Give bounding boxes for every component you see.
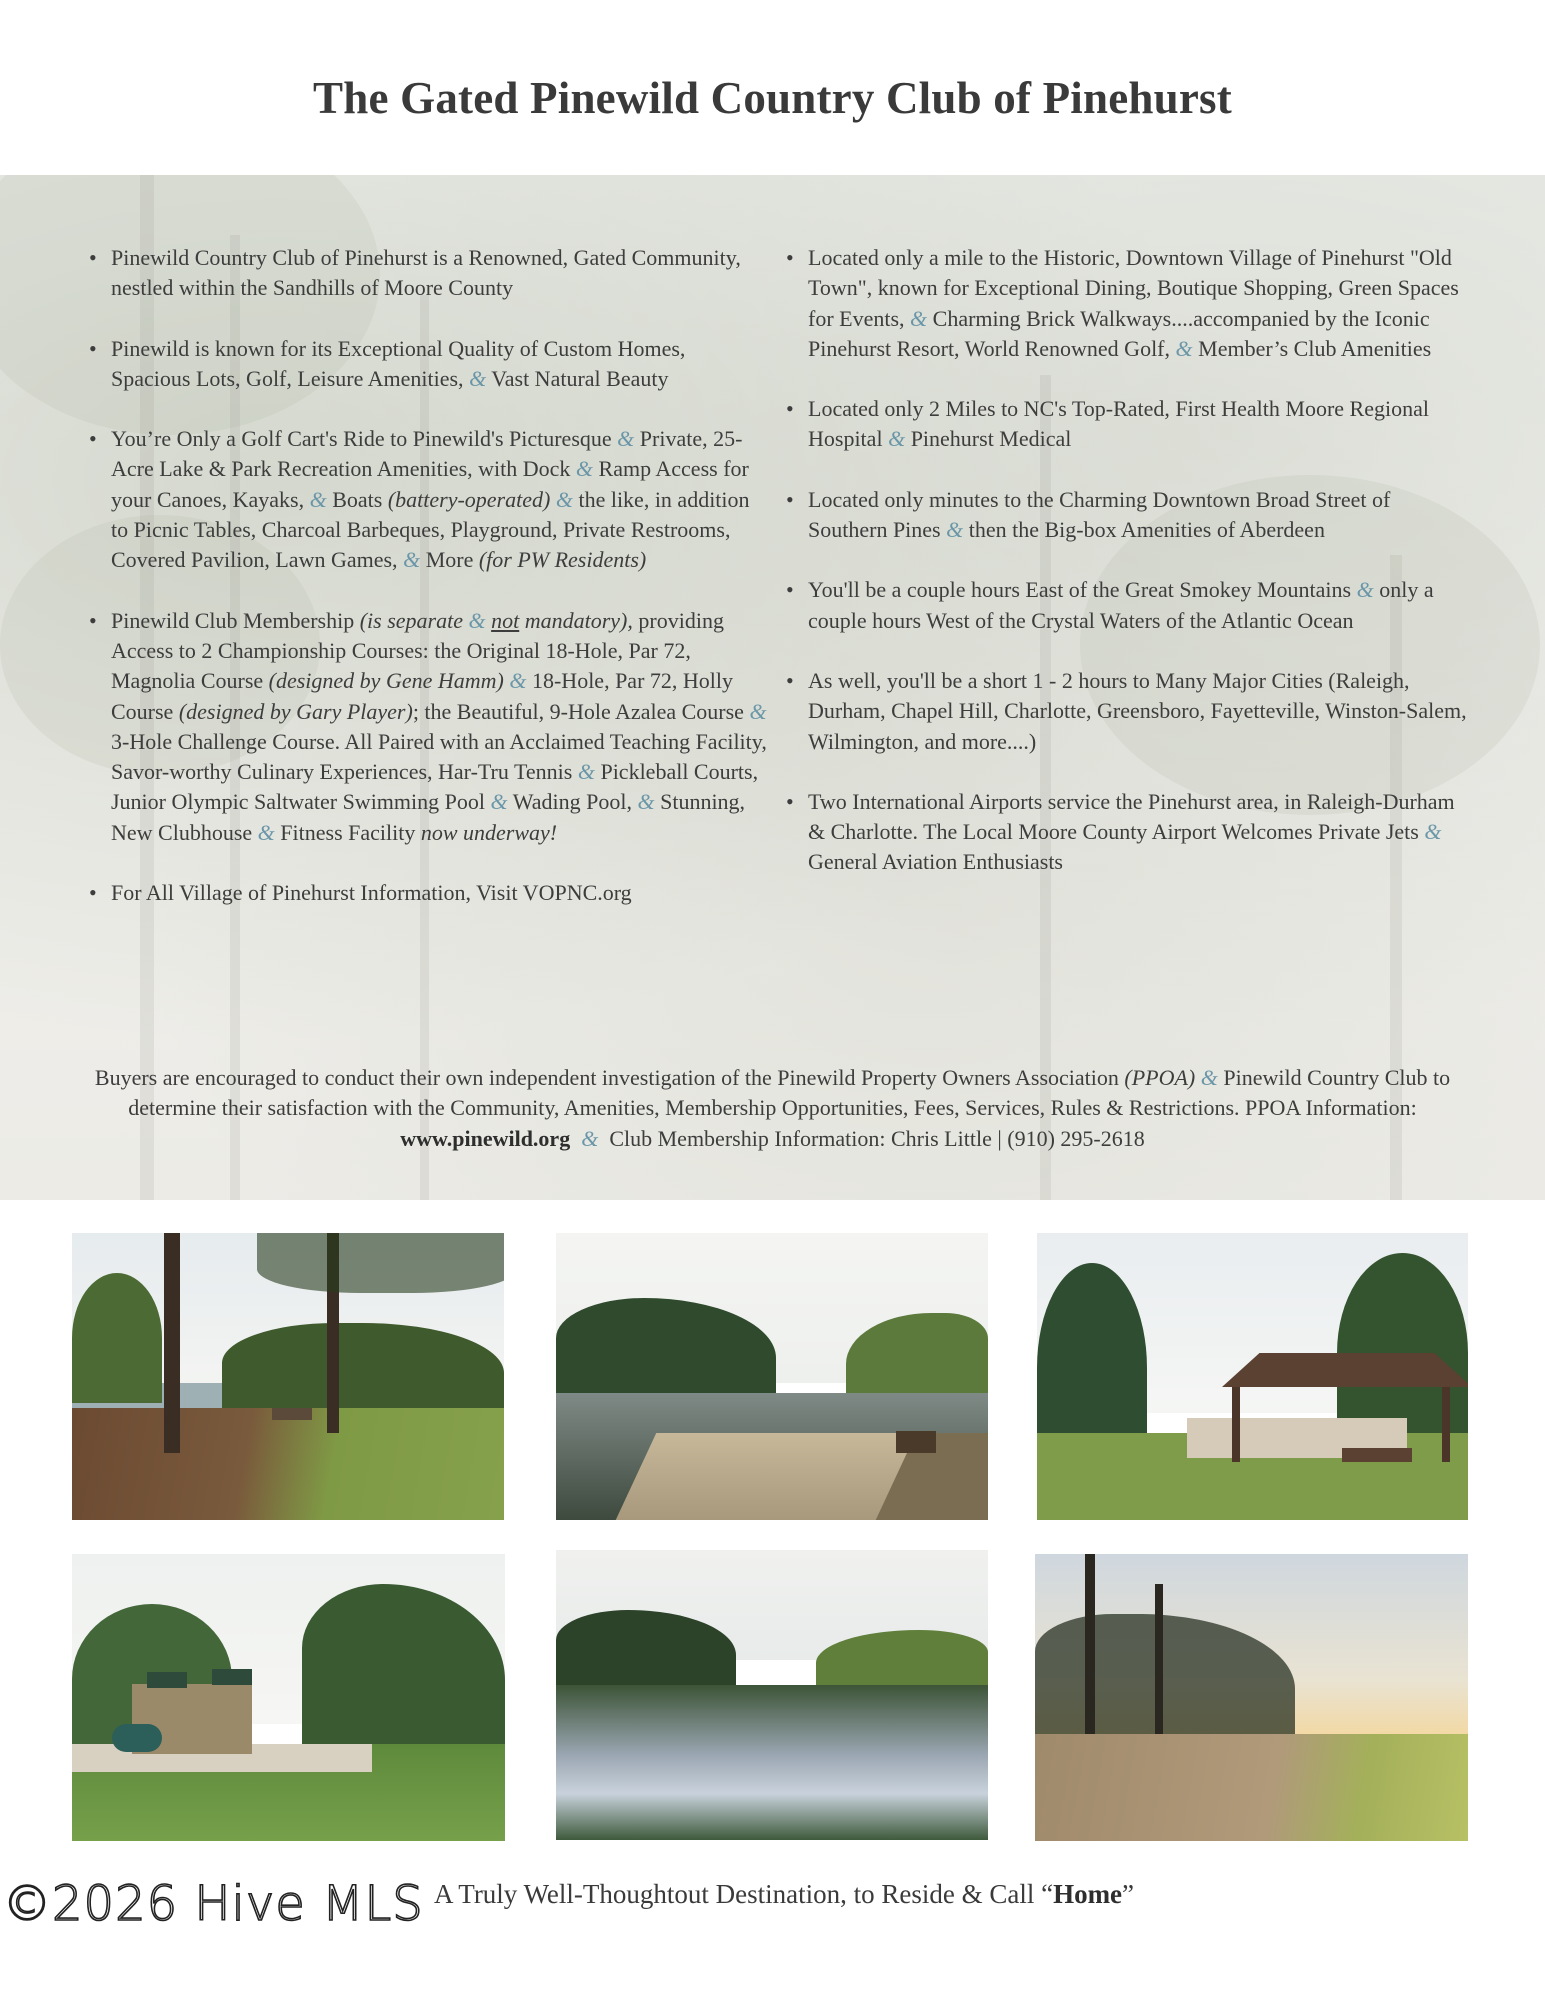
ampersand-glyph: & bbox=[910, 305, 928, 331]
bullet-item: • Pinewild is known for its Exceptional Quality of Custom Homes, Spacious Lots, Golf, Leisure Amenities, & Vast Natural Beauty bbox=[88, 334, 768, 395]
ampersand-glyph: & bbox=[946, 517, 964, 543]
photo-lake-reflection bbox=[556, 1550, 988, 1840]
bullet-item: • For All Village of Pinehurst Information, Visit VOPNC.org bbox=[88, 878, 768, 908]
ampersand-glyph: & bbox=[490, 789, 508, 815]
bullet-item: • You'll be a couple hours East of the Great Smokey Mountains & only a couple hours West of the Crystal Waters of the Atlantic Ocean bbox=[785, 575, 1475, 636]
ampersand-glyph: & bbox=[888, 426, 906, 452]
bullet-item: • Located only 2 Miles to NC's Top-Rated, First Health Moore Regional Hospital & Pinehurst Medical bbox=[785, 394, 1475, 455]
ampersand-glyph: & bbox=[581, 1125, 599, 1151]
ampersand-glyph: & bbox=[309, 486, 327, 512]
bullet-item: • Pinewild Club Membership (is separate & not mandatory), providing Access to 2 Championship Courses: the Original 18-Hole, Par 72, Magnolia Course (designed by Gene Hamm) & 18-Hole, Par 72, Holly Course (designed by Gary Player); the Beautiful, 9-Hole Azalea Course & 3-Hole Challenge Course. All Paired with an Acclaimed Teaching Facility, Savor-worthy Culinary Experiences, Har-Tru Tennis & Pickleball Courts, Junior Olympic Saltwater Swimming Pool & Wading Pool, & Stunning, New Clubhouse & Fitness Facility now underway! bbox=[88, 606, 768, 848]
ampersand-glyph: & bbox=[637, 789, 655, 815]
bullet-item: • Located only minutes to the Charming Downtown Broad Street of Southern Pines & then the Big-box Amenities of Aberdeen bbox=[785, 485, 1475, 546]
photo-lake-dock bbox=[556, 1233, 988, 1520]
ampersand-glyph: & bbox=[575, 456, 594, 482]
ampersand-glyph: & bbox=[1200, 1065, 1218, 1090]
ampersand-glyph: & bbox=[403, 547, 421, 573]
ppoa-website-link[interactable]: www.pinewild.org bbox=[400, 1125, 571, 1151]
ampersand-glyph: & bbox=[257, 819, 275, 845]
bullet-item: • Located only a mile to the Historic, Downtown Village of Pinehurst "Old Town", known for Exceptional Dining, Boutique Shopping, Green Spaces for Events, & Charming Brick Walkways....accompanied by the Iconic Pinehurst Resort, World Renowned Golf, & Member’s Club Amenities bbox=[785, 243, 1475, 364]
ampersand-glyph: & bbox=[577, 759, 595, 785]
page-title: The Gated Pinewild Country Club of Pinehurst bbox=[313, 73, 1232, 123]
ampersand-glyph: & bbox=[749, 698, 767, 724]
right-bullet-list bbox=[785, 243, 1475, 908]
photo-golf-course-sunset bbox=[1035, 1554, 1468, 1841]
ampersand-glyph: & bbox=[509, 668, 527, 694]
bullet-item: • Pinewild Country Club of Pinehurst is a Renowned, Gated Community, nestled within the Sandhills of Moore County bbox=[88, 243, 768, 304]
ampersand-glyph: & bbox=[617, 426, 635, 452]
ampersand-glyph: & bbox=[555, 486, 573, 512]
buyer-disclaimer: Buyers are encouraged to conduct their own independent investigation of the Pinewild Property Owners Association (PPOA) & Pinewild Country Club to determine their satisfaction with the Community, Amenities, Membership Opportunities, Fees, Services, Rules & Restrictions. PPOA Information: www.pinewild.org & Club Membership Information: Chris Little | (910) 295-2618 bbox=[94, 1065, 1451, 1151]
ampersand-glyph: & bbox=[468, 607, 486, 633]
bullet-item: • You’re Only a Golf Cart's Ride to Pinewild's Picturesque & Private, 25-Acre Lake & Park Recreation Amenities, with Dock & Ramp Access for your Canoes, Kayaks, & Boats (battery-operated) & the like, in addition to Picnic Tables, Charcoal Barbeques, Playground, Private Restrooms, Covered Pavilion, Lawn Games, & More (for PW Residents) bbox=[88, 424, 768, 575]
ampersand-glyph: & bbox=[1424, 819, 1442, 845]
footer-tagline: A Truly Well-Thoughtout Destination, to Reside & Call “Home” bbox=[434, 1879, 1135, 1909]
ampersand-glyph: & bbox=[469, 365, 487, 391]
photo-covered-pavilion bbox=[1037, 1233, 1468, 1520]
bullet-item: • As well, you'll be a short 1 - 2 hours to Many Major Cities (Raleigh, Durham, Chapel Hill, Charlotte, Greensboro, Fayetteville, Winston-Salem, Wilmington, and more....) bbox=[785, 666, 1475, 757]
mls-watermark: ©2026 Hive MLS bbox=[3, 1876, 424, 1932]
ampersand-glyph: & bbox=[1175, 335, 1193, 361]
photo-lakeside-picnic bbox=[72, 1233, 504, 1520]
ampersand-glyph: & bbox=[1356, 577, 1374, 603]
photo-playground bbox=[72, 1554, 505, 1841]
left-bullet-list bbox=[88, 243, 768, 938]
bullet-item: • Two International Airports service the Pinehurst area, in Raleigh-Durham & Charlotte. The Local Moore County Airport Welcomes Private Jets & General Aviation Enthusiasts bbox=[785, 787, 1475, 878]
info-panel bbox=[0, 175, 1545, 1200]
